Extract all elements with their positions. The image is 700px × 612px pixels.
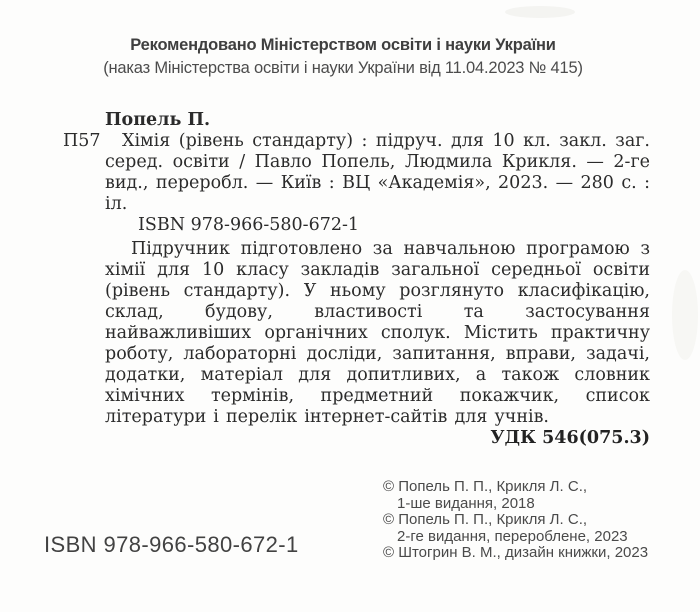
copyright-edition: 1-ше видання, 2018 [397,494,535,512]
copyright-line: © Попель П. П., Крикля Л. С., [383,478,588,495]
copyright-line: © Штогрин В. М., дизайн книжки, 2023 [383,544,649,561]
copyright-item [383,479,693,512]
approval-note [5,34,681,80]
scan-smudge [505,6,575,18]
isbn-catalog-line: ISBN 978-966-580-672-1 [138,215,360,235]
copyright-item [383,512,693,545]
bibliographic-entry: Хімія (рівень стандарту) : підруч. для 10 кл. закл. заг. серед. освіти / Павло Попель, Людмила Крикля. — 2-ге вид., переробл. — Київ : ВЦ «Академія», 2023. — 280 с. : іл. [105,131,650,214]
copyright-block [383,479,693,562]
isbn-footer: ISBN 978-966-580-672-1 [44,532,299,557]
copyright-edition: 2-ге видання, перероблене, 2023 [397,527,628,545]
udc-number: УДК 546(075.3) [490,428,650,448]
approval-line: Рекомендовано Міністерством освіти і науки України [130,36,556,54]
copyright-item [383,545,693,562]
scan-smudge [672,270,698,360]
catalog-block [63,110,650,236]
bibliographic-entry-wrap [63,131,650,215]
author-index-code: П57 [63,131,101,151]
copyright-line: © Попель П. П., Крикля Л. С., [383,511,588,528]
annotation-paragraph: Підручник підготовлено за навчальною програмою з хімії для 10 класу закладів загальної середньої освіти (рівень стандарту). У ньому розглянуто класифікацію, склад, будову, властивості та застосування найважливіших органічних сполук. Містить практичну роботу, лабораторні досліди, запитання, вправи, задачі, додатки, матеріал для допитливих, а також словник хімічних термінів, предметний покажчик, список літератури і перелік інтернет-сайтів для учнів. [105,239,650,427]
approval-order-line: (наказ Міністерства освіти і науки України від 11.04.2023 № 415) [103,59,583,77]
author-heading: Попель П. [105,110,211,130]
